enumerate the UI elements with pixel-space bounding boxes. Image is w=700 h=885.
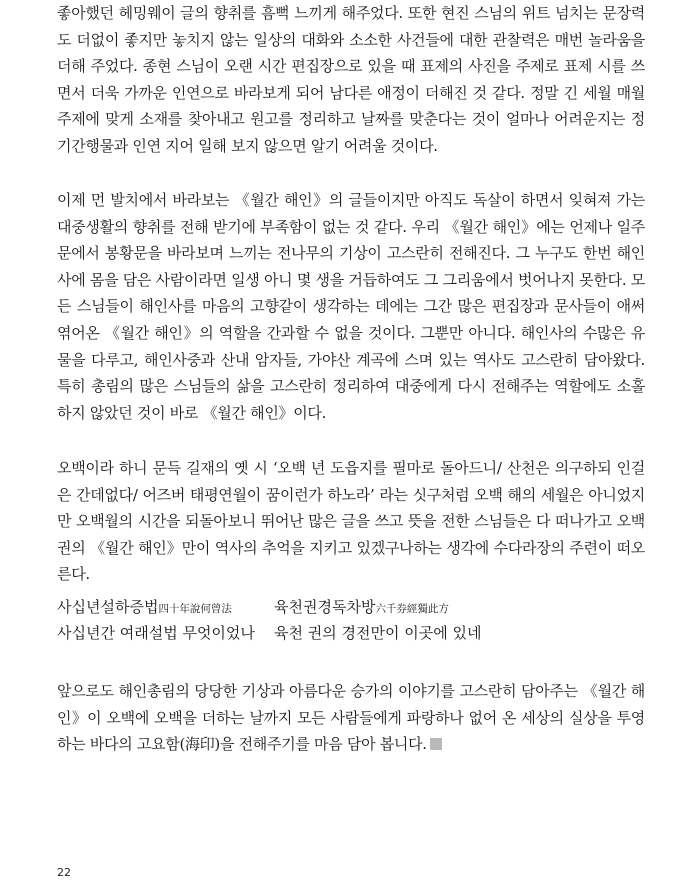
poem-line-1-left	[57, 594, 274, 620]
poem-line-2	[57, 620, 645, 646]
poem-line-2-left: 사십년간 여래설법 무엇이었나	[57, 624, 255, 642]
poem-line-1-left-hanja: 四十年說何曾法	[158, 603, 232, 615]
closing-paragraph	[57, 678, 645, 758]
closing-paragraph-text: 앞으로도 해인총림의 당당한 기상과 아름다운 승가의 이야기를 고스란히 담아주는 《월간 해인》이 오백에 오백을 더하는 날까지 모든 사람들에게 파랑하나 없어 온 세상의 실상을 투영하는 바다의 고요함(海印)을 전해주기를 마음 담아 봅니다.	[57, 682, 645, 754]
poem-quote	[57, 594, 645, 646]
poem-line-2-right: 육천 권의 경전만이 이곳에 있네	[274, 624, 482, 642]
poem-line-1-left-text: 사십년설하증법	[57, 598, 159, 616]
poem-line-1-right-hanja: 六千券經獨此方	[375, 603, 449, 615]
page-number: 22	[57, 866, 71, 879]
body-paragraph-1: 좋아했던 헤밍웨이 글의 향취를 흠뻑 느끼게 해주었다. 또한 현진 스님의 위트 넘치는 문장력도 더없이 좋지만 놓치지 않는 일상의 대화와 소소한 사건들에 대한 관찰력은 매번 놀라움을 더해 주었다. 종현 스님이 오랜 시간 편집장으로 있을 때 표제의 사진을 주제로 표제 시를 쓰면서 더욱 가까운 인연으로 바라보게 되어 남다른 애정이 더해진 것 같다. 정말 긴 세월 매월 주제에 맞게 소재를 찾아내고 원고를 정리하고 날짜를 맞춘다는 것이 얼마나 어려운지는 정기간행물과 인연 지어 일해 보지 않으면 알기 어려울 것이다.	[57, 4, 645, 155]
body-paragraph-3: 오백이라 하니 문득 길재의 옛 시 ‘오백 년 도읍지를 필마로 돌아드니/ 산천은 의구하되 인걸은 간데없다/ 어즈버 태평연월이 꿈이런가 하노라’ 라는 싯구처럼 오백 해의 세월은 아니었지만 오백월의 시간을 되돌아보니 뛰어난 많은 글을 쓰고 뜻을 전한 스님들은 다 떠나가고 오백 권의 《월간 해인》만이 역사의 추억을 지키고 있겠구나하는 생각에 수다라장의 주련이 떠오른다.	[57, 459, 645, 584]
poem-line-1	[57, 594, 645, 620]
poem-line-1-right	[274, 594, 449, 620]
poem-line-1-right-text: 육천권경독차방	[274, 598, 376, 616]
end-mark-icon	[430, 738, 442, 750]
body-paragraph-2: 이제 먼 발치에서 바라보는 《월간 해인》의 글들이지만 아직도 독살이 하면서 잊혀져 가는 대중생활의 향취를 전해 받기에 부족함이 없는 것 같다. 우리 《월간 해인》에는 언제나 일주문에서 봉황문을 바라보며 느끼는 전나무의 기상이 고스란히 전해진다. 그 누구도 한번 해인사에 몸을 담은 사람이라면 일생 아니 몇 생을 거듭하여도 그 그리움에서 벗어나지 못한다. 모든 스님들이 해인사를 마음의 고향같이 생각하는 데에는 그간 많은 편집장과 문사들이 애써 엮어온 《월간 해인》의 역할을 간과할 수 없을 것이다. 그뿐만 아니다. 해인사의 수많은 유물을 다루고, 해인사중과 산내 암자들, 가야산 계곡에 스며 있는 역사도 고스란히 담아왔다. 특히 총림의 많은 스님들의 삶을 고스란히 정리하여 대중에게 다시 전해주는 역할에도 소홀하지 않았던 것이 바로 《월간 해인》이다.	[57, 191, 645, 422]
